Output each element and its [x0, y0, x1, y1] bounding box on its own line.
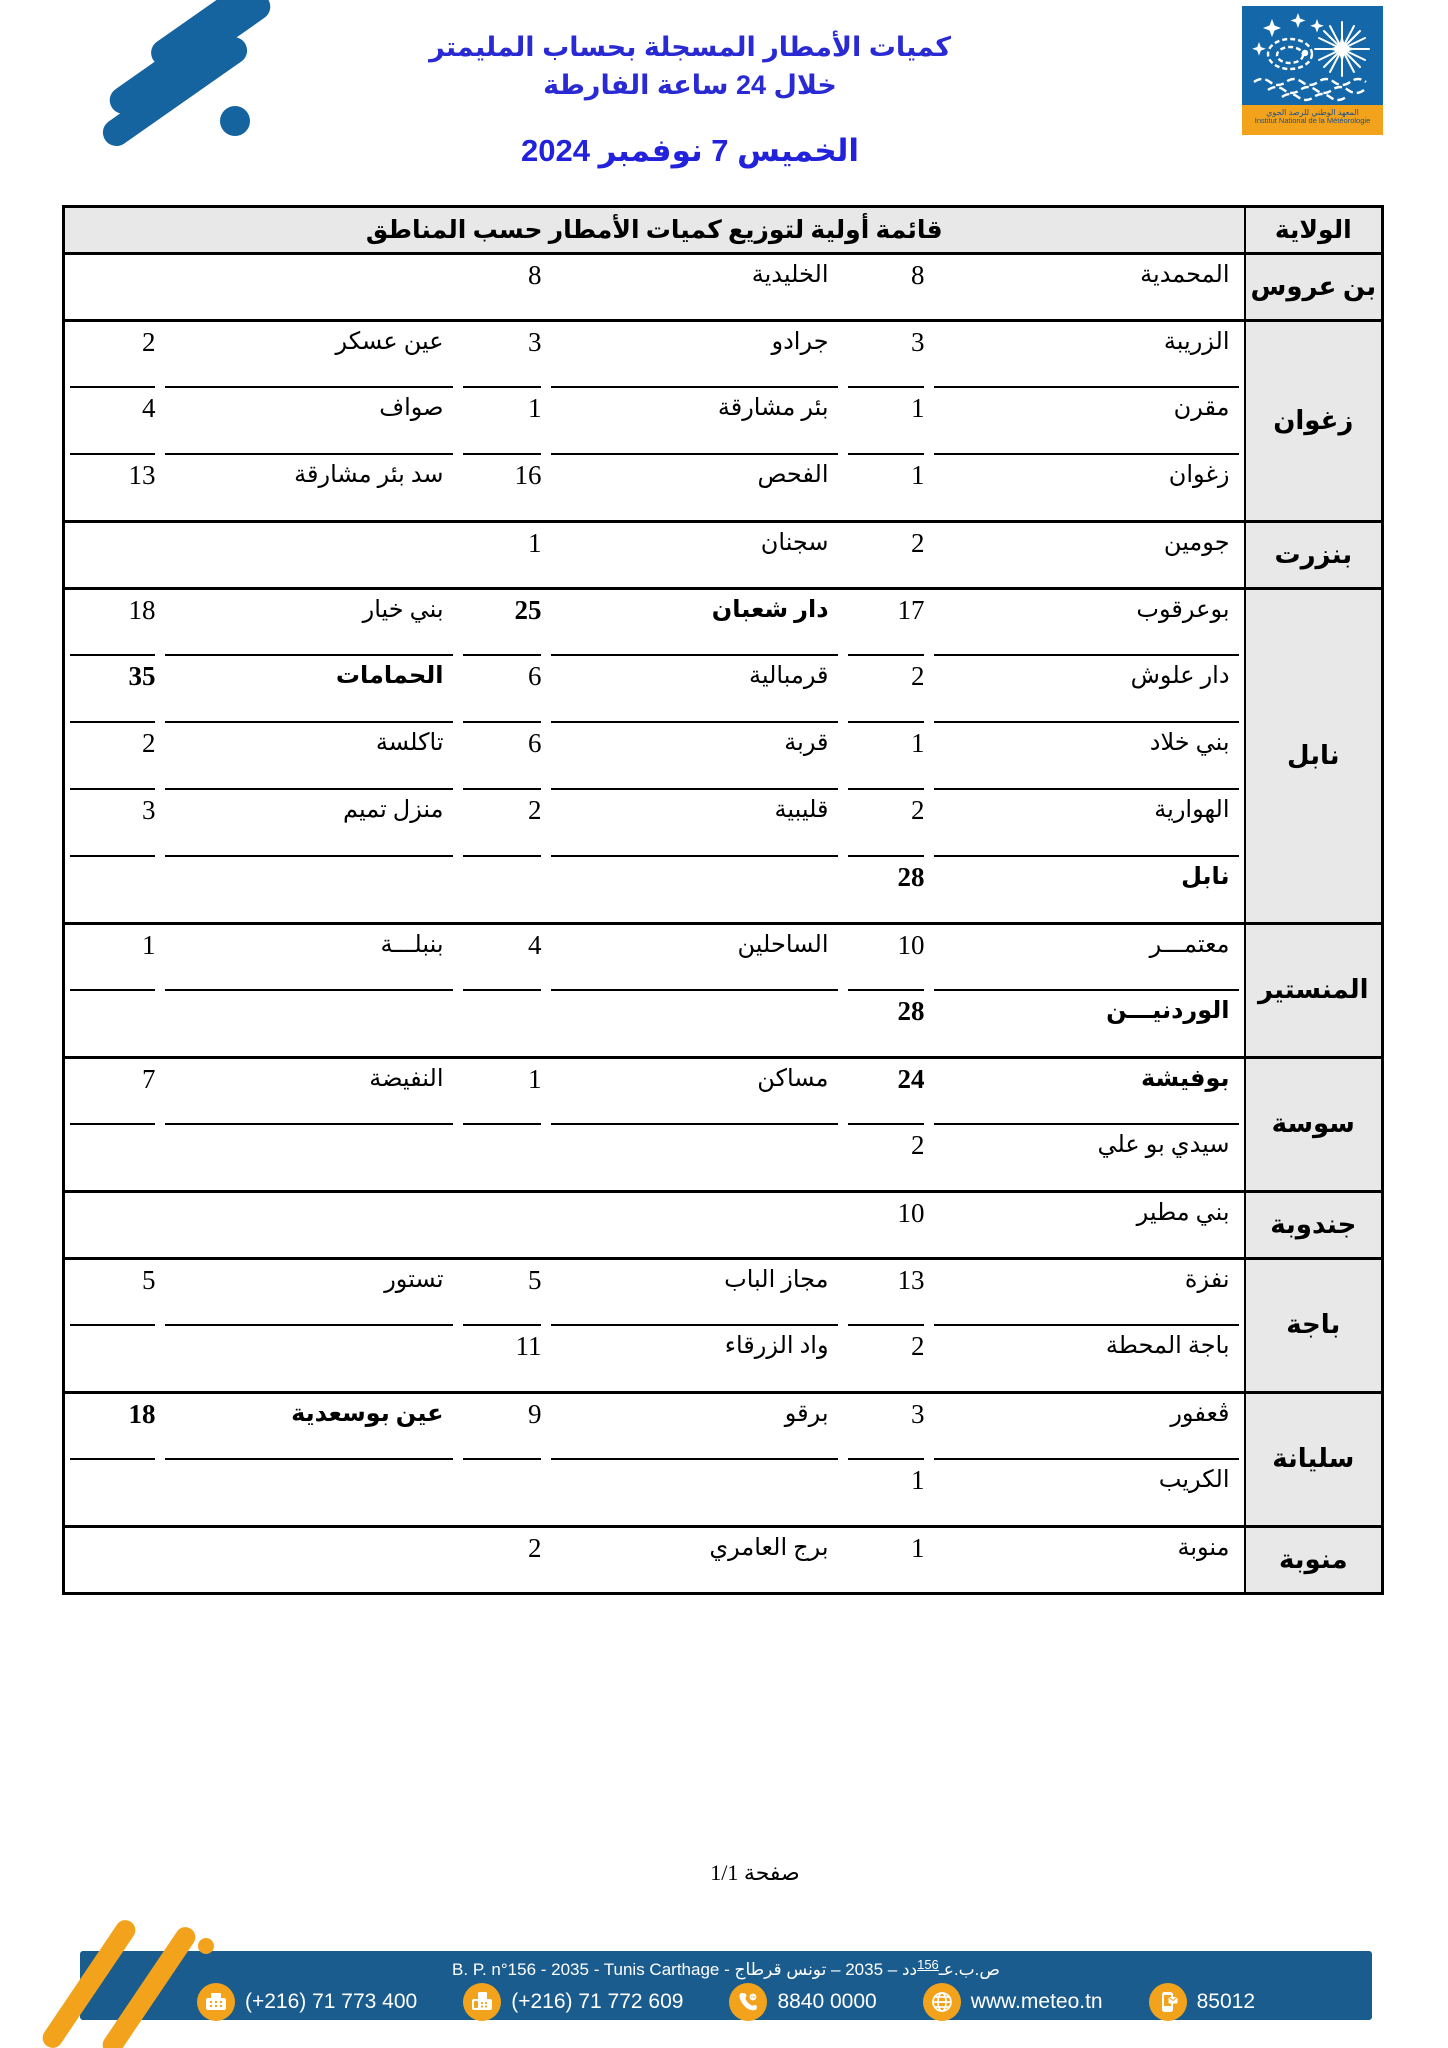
region-value-cell: 2	[843, 656, 929, 723]
region-name-cell: بئر مشارقة	[546, 388, 843, 455]
report-title	[0, 28, 1380, 104]
contact-text: (+216) 71 772 609	[511, 1990, 684, 2013]
phone-handset-icon	[729, 1983, 767, 2021]
region-value-cell: 25	[458, 589, 546, 656]
region-name-cell: مساكن	[546, 1058, 843, 1125]
region-value-cell: 13	[128, 459, 156, 490]
page-number: صفحة 1/1	[710, 1860, 800, 1885]
region-name-cell: واد الزرقاء	[724, 1332, 829, 1359]
region-value-cell	[64, 991, 160, 1058]
region-value-cell: 1	[458, 522, 546, 589]
governorate-cell: باجة	[1245, 1259, 1383, 1393]
contact-text: 8840 0000	[777, 1990, 877, 2013]
region-value-cell: 2	[458, 1527, 546, 1594]
region-name-cell: صواف	[160, 388, 458, 455]
region-name-cell: عين عسكر	[160, 321, 458, 388]
region-name-cell: مجاز الباب	[546, 1259, 843, 1326]
region-value-cell: 7	[64, 1058, 160, 1125]
contact-text: www.meteo.tn	[970, 1990, 1103, 2013]
region-value-cell: 2	[64, 321, 160, 388]
region-name-cell: تاكلسة	[160, 723, 458, 790]
rain-table-body	[64, 254, 1383, 1594]
address-pobox-suffix: دد – 2035 – تونس قرطاج -	[719, 1960, 918, 1979]
region-value-cell: 4	[458, 924, 546, 991]
region-value-cell: 8	[843, 254, 929, 321]
governorate-cell: بن عروس	[1245, 254, 1383, 321]
contact-text: (+216) 71 773 400	[244, 1990, 418, 2013]
contact-item	[197, 1983, 417, 2021]
region-value-cell: 1	[843, 1527, 929, 1594]
region-value-cell: 1	[458, 1058, 546, 1125]
region-name-cell: بني مطير	[929, 1192, 1245, 1259]
region-name-cell	[160, 1460, 458, 1527]
region-value-cell: 2	[64, 723, 160, 790]
region-value-cell: 28	[897, 861, 925, 892]
region-name-cell	[546, 1125, 843, 1192]
region-name-cell: الكريب	[1158, 1466, 1230, 1493]
region-name-cell	[160, 254, 458, 321]
region-name-cell: الزريبة	[929, 321, 1245, 388]
region-value-cell: 2	[458, 790, 546, 857]
region-value-cell: 3	[843, 321, 929, 388]
region-value-cell: 1	[64, 924, 160, 991]
region-value-cell	[64, 1125, 160, 1192]
footer-dot	[198, 1938, 214, 1954]
contact-item	[923, 1983, 1103, 2021]
region-value-cell: 17	[843, 589, 929, 656]
governorate-cell: منوبة	[1245, 1527, 1383, 1594]
region-value-cell: 2	[911, 1129, 925, 1160]
logo-dot	[220, 106, 250, 136]
region-value-cell	[458, 1192, 546, 1259]
region-name-cell	[546, 857, 843, 924]
region-value-cell	[64, 254, 160, 321]
governorate-cell: زغوان	[1245, 321, 1383, 522]
report-title-line1: كميات الأمطار المسجلة بحساب المليمتر	[429, 32, 951, 62]
region-value-cell: 9	[458, 1393, 546, 1460]
region-name-cell: زغوان	[1168, 461, 1230, 488]
contact-text: 85012	[1196, 1990, 1256, 2013]
region-value-cell: 5	[458, 1259, 546, 1326]
region-name-cell: منوبة	[929, 1527, 1245, 1594]
region-name-cell: الساحلين	[546, 924, 843, 991]
region-value-cell: 1	[911, 459, 925, 490]
region-value-cell	[458, 1125, 546, 1192]
inm-emblem	[1242, 6, 1383, 135]
region-name-cell: نابل	[1181, 863, 1230, 890]
address-pobox-prefix: ص.ب.عـ	[938, 1960, 1000, 1979]
region-value-cell: 6	[458, 723, 546, 790]
region-value-cell: 3	[64, 790, 160, 857]
inm-emblem-caption	[1242, 105, 1383, 135]
region-value-cell	[64, 1326, 160, 1393]
region-value-cell: 1	[843, 388, 929, 455]
region-value-cell	[64, 1460, 160, 1527]
region-name-cell: بني خيار	[160, 589, 458, 656]
governorate-cell: بنزرت	[1245, 522, 1383, 589]
contact-item	[463, 1983, 683, 2021]
region-value-cell: 5	[64, 1259, 160, 1326]
region-name-cell	[160, 522, 458, 589]
region-name-cell: برقو	[546, 1393, 843, 1460]
region-value-cell: 10	[843, 1192, 929, 1259]
region-value-cell	[64, 522, 160, 589]
table-title: قائمة أولية لتوزيع كميات الأمطار حسب المناطق	[64, 207, 1245, 254]
region-name-cell	[160, 1192, 458, 1259]
rain-table	[62, 205, 1384, 1595]
region-name-cell: تستور	[160, 1259, 458, 1326]
region-value-cell: 18	[64, 589, 160, 656]
region-name-cell: باجة المحطة	[1105, 1332, 1230, 1359]
inm-emblem-caption-arabic: المعهد الوطني للرصد الجوي	[1266, 108, 1359, 117]
region-name-cell: الهوارية	[929, 790, 1245, 857]
region-value-cell: 1	[911, 1464, 925, 1495]
inm-emblem-graphic	[1242, 6, 1383, 105]
region-name-cell: بوعرقوب	[929, 589, 1245, 656]
region-name-cell: بني خلاد	[929, 723, 1245, 790]
region-name-cell	[160, 1326, 458, 1393]
region-name-cell: الخليدية	[546, 254, 843, 321]
region-name-cell: المحمدية	[929, 254, 1245, 321]
report-title-line2: خلال 24 ساعة الفارطة	[543, 70, 837, 100]
region-value-cell: 3	[843, 1393, 929, 1460]
fax-machine-icon	[463, 1983, 501, 2021]
governorate-cell: سليانة	[1245, 1393, 1383, 1527]
region-value-cell: 35	[64, 656, 160, 723]
region-name-cell	[546, 1192, 843, 1259]
region-value-cell: 28	[897, 995, 925, 1026]
mobile-sms-icon	[1149, 1983, 1187, 2021]
region-name-cell: الوردنيـــن	[1106, 997, 1230, 1024]
contact-item	[1149, 1983, 1255, 2021]
region-name-cell: ڤعفور	[929, 1393, 1245, 1460]
region-name-cell	[160, 857, 458, 924]
region-name-cell: سد بئر مشارقة	[294, 461, 444, 488]
region-name-cell: عين بوسعدية	[160, 1393, 458, 1460]
region-value-cell: 13	[843, 1259, 929, 1326]
region-value-cell: 1	[458, 388, 546, 455]
region-name-cell: النفيضة	[160, 1058, 458, 1125]
region-name-cell: دار شعبان	[546, 589, 843, 656]
inm-emblem-caption-french: Institut National de la Météorologie	[1254, 116, 1371, 126]
region-value-cell: 16	[514, 459, 542, 490]
region-value-cell	[458, 991, 546, 1058]
region-name-cell: برج العامري	[546, 1527, 843, 1594]
region-value-cell: 2	[911, 1330, 925, 1361]
region-name-cell: قرمبالية	[546, 656, 843, 723]
desk-phone-icon	[197, 1983, 235, 2021]
governorate-column-header: الولاية	[1245, 207, 1383, 254]
region-value-cell: 11	[515, 1330, 542, 1361]
region-name-cell	[160, 1527, 458, 1594]
region-name-cell	[160, 1125, 458, 1192]
address-line	[80, 1957, 1372, 1980]
region-name-cell: مقرن	[929, 388, 1245, 455]
region-name-cell: قربة	[546, 723, 843, 790]
address-pobox-number: 156	[917, 1957, 939, 1972]
report-date: الخميس 7 نوفمبر 2024	[520, 133, 860, 168]
region-value-cell: 18	[64, 1393, 160, 1460]
region-value-cell: 24	[843, 1058, 929, 1125]
region-name-cell: نفزة	[929, 1259, 1245, 1326]
region-value-cell: 10	[843, 924, 929, 991]
region-value-cell: 8	[458, 254, 546, 321]
region-name-cell: سيدي بو علي	[1097, 1131, 1230, 1158]
region-name-cell: قليبية	[546, 790, 843, 857]
region-value-cell	[64, 1527, 160, 1594]
region-name-cell	[546, 991, 843, 1058]
contact-list	[80, 1983, 1372, 2021]
contact-item	[729, 1983, 876, 2021]
governorate-cell: نابل	[1245, 589, 1383, 924]
globe-icon	[923, 1983, 961, 2021]
region-value-cell: 2	[843, 790, 929, 857]
region-value-cell	[64, 857, 160, 924]
region-name-cell: بنبلـــة	[160, 924, 458, 991]
region-value-cell: 4	[64, 388, 160, 455]
governorate-cell: المنستير	[1245, 924, 1383, 1058]
region-name-cell: جومين	[929, 522, 1245, 589]
region-name-cell: بوفيشة	[929, 1058, 1245, 1125]
region-name-cell: الفحص	[757, 461, 829, 488]
region-name-cell: الحمامات	[160, 656, 458, 723]
region-value-cell: 2	[843, 522, 929, 589]
region-name-cell: جرادو	[546, 321, 843, 388]
region-name-cell	[160, 991, 458, 1058]
address-latin: B. P. n°156 - 2035 - Tunis Carthage	[452, 1960, 720, 1979]
region-value-cell: 6	[458, 656, 546, 723]
region-value-cell: 3	[458, 321, 546, 388]
governorate-cell: جندوبة	[1245, 1192, 1383, 1259]
region-name-cell	[546, 1460, 843, 1527]
footer-bar	[80, 1951, 1372, 2020]
region-value-cell	[458, 1460, 546, 1527]
region-name-cell: معتمـــر	[929, 924, 1245, 991]
region-value-cell	[458, 857, 546, 924]
region-name-cell: سجنان	[546, 522, 843, 589]
region-value-cell: 1	[843, 723, 929, 790]
governorate-cell: سوسة	[1245, 1058, 1383, 1192]
region-name-cell: منزل تميم	[160, 790, 458, 857]
region-name-cell: دار علوش	[929, 656, 1245, 723]
region-value-cell	[64, 1192, 160, 1259]
